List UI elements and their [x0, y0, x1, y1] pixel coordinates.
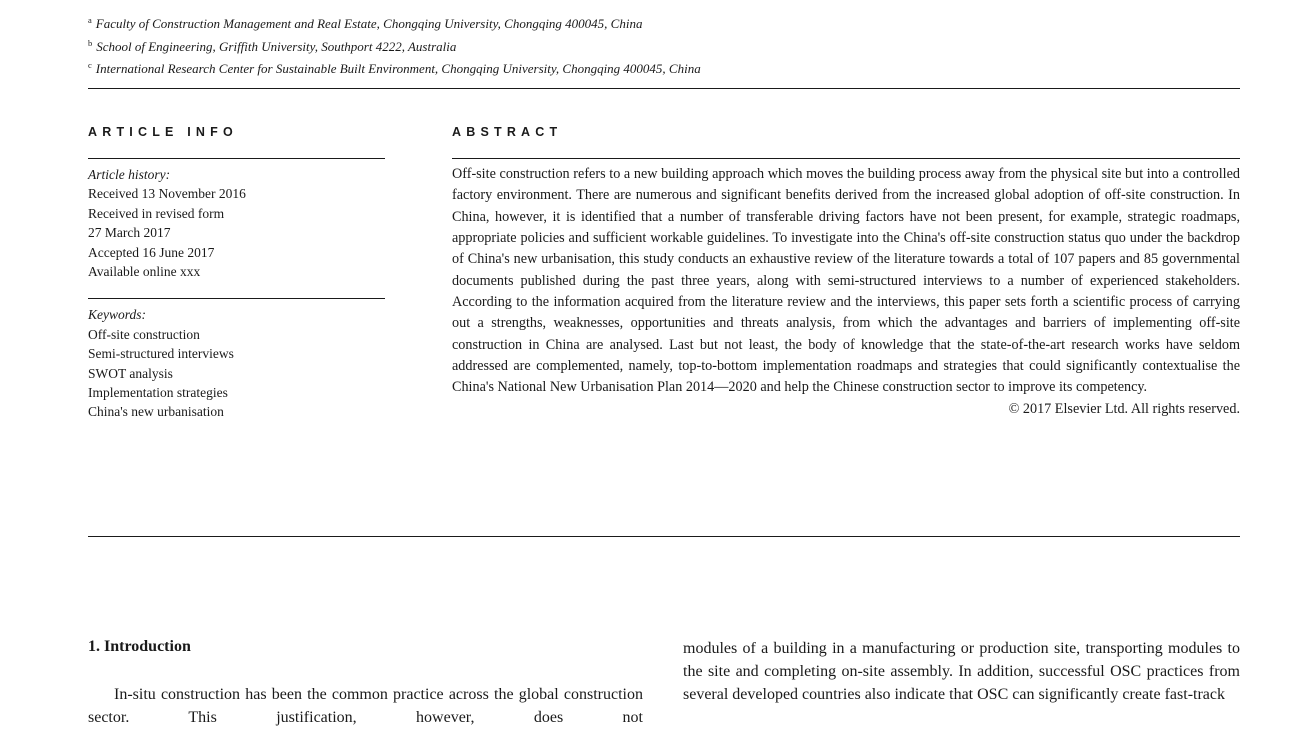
- keywords-label: Keywords:: [88, 307, 146, 323]
- introduction-heading: 1. Introduction: [88, 638, 191, 655]
- introduction-right-column: modules of a building in a manufacturing or production site, transporting modules to the site and completing on-site assembly. In addition, successful OSC practices from several developed countries also indicate that OSC can significantly create fast-track: [683, 640, 1240, 703]
- keywords: [88, 299, 385, 421]
- affiliation-mark: b: [88, 37, 93, 48]
- affiliation-a: [88, 11, 1088, 34]
- abstract-heading: ABSTRACT: [452, 125, 563, 139]
- keyword-item: Implementation strategies: [88, 385, 228, 401]
- keyword-item: China's new urbanisation: [88, 404, 224, 420]
- affiliation-text: Faculty of Construction Management and Real Estate, Chongqing University, Chongqing 400045, China: [95, 16, 643, 31]
- history-item: 27 March 2017: [88, 225, 171, 241]
- history-item: Received in revised form: [88, 205, 225, 221]
- affiliation-text: International Research Center for Sustainable Built Environment, Chongqing University, Chongqing 400045, China: [95, 61, 701, 76]
- article-info: [88, 158, 385, 422]
- article-info-heading: ARTICLE INFO: [88, 125, 238, 139]
- copyright-notice: © 2017 Elsevier Ltd. All rights reserved.: [1008, 400, 1240, 417]
- abstract: [452, 158, 1240, 420]
- affiliation-mark: a: [88, 15, 92, 25]
- abstract-text: Off-site construction refers to a new building approach which moves the building process away from the physical site but into a controlled factory environment. There are numerous and significant benefits derived from the increased global adoption of off-site construction. In China, however, it is identified that a number of transferable driving factors have not been present, for example, strategic roadmaps, appropriate policies and sufficient workable guidelines. To investigate into the China's off-site construction status quo under the backdrop of China's new urbanisation, this study conducts an exhaustive review of the literature towards a total of 107 papers and 85 governmental documents published during the past three years, along with semi-structured interviews to a number of experienced stakeholders. According to the information acquired from the literature review and the interviews, this paper sets forth a scientific process of carrying out a strengths, weaknesses, opportunities and threats analysis, from which the advantages and barriers of implementing off-site construction in China are analysed. Last but not least, the body of knowledge that the state-of-the-art research works have seldom addressed are complemented, namely, top-to-bottom implementation roadmaps and strategies that could significantly contextualise the China's National New Urbanisation Plan 2014—2020 and help the Chinese construction sector to improve its competency.: [452, 166, 1240, 396]
- history-item: Available online xxx: [88, 264, 201, 280]
- keyword-item: Off-site construction: [88, 326, 200, 342]
- history-item: Accepted 16 June 2017: [88, 244, 215, 260]
- history-item: Received 13 November 2016: [88, 186, 246, 202]
- affiliation-b: [88, 34, 1088, 57]
- introduction-left-column: In-situ construction has been the common practice across the global construction sector. This justification, however, does not: [88, 686, 643, 726]
- article-history: [88, 159, 385, 281]
- keyword-item: Semi-structured interviews: [88, 346, 234, 362]
- affiliation-c: [88, 56, 1088, 79]
- abstract-bottom-divider: [88, 536, 1240, 537]
- history-label: Article history:: [88, 167, 171, 182]
- affiliations: [88, 11, 1088, 79]
- keyword-item: SWOT analysis: [88, 365, 173, 381]
- affiliation-text: School of Engineering, Griffith University, Southport 4222, Australia: [96, 38, 457, 54]
- affiliation-mark: c: [88, 60, 92, 70]
- header-divider: [88, 88, 1240, 89]
